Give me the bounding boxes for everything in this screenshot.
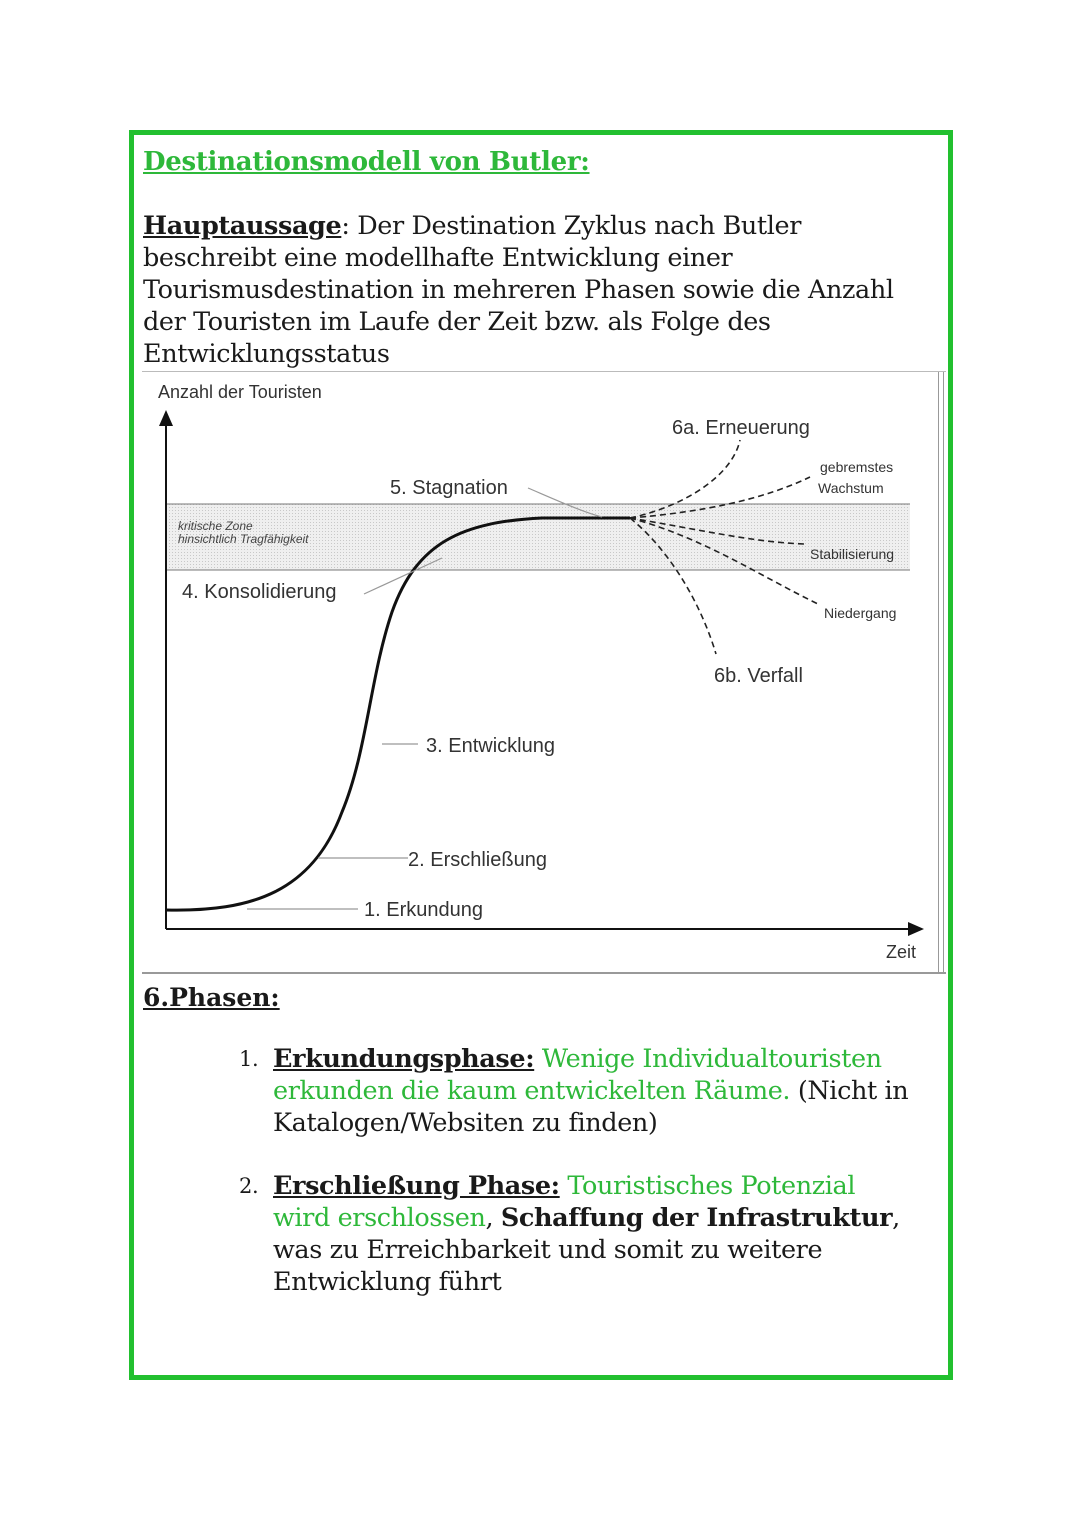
phase-comma: ,: [485, 1203, 501, 1233]
label-phase1: 1. Erkundung: [364, 899, 483, 921]
summary-keyword: Hauptaussage: [143, 211, 342, 241]
phase-note: (Nicht in Katalogen/Websiten zu finden): [273, 1076, 909, 1138]
x-axis-label: Zeit: [886, 942, 917, 962]
summary-text: : Der Destination Zyklus nach Butler beschreibt eine modellhafte Entwicklung einer Tourismusdestination in mehreren Phasen sowie die Anzahl der Touristen im Laufe der Zeit bzw. als Folge des Entwicklungsstatus: [143, 211, 894, 369]
label-phase4: 4. Konsolidierung: [182, 581, 337, 603]
label-phase3: 3. Entwicklung: [426, 735, 555, 757]
critical-zone-label-line2: hinsichtlich Tragfähigkeit: [178, 532, 309, 546]
label-gebremstes-line2: Wachstum: [818, 480, 884, 496]
figure-edge: [938, 372, 944, 972]
phase-description: Touristisches Potenzial wird erschlossen: [273, 1171, 856, 1233]
list-item: [239, 1170, 919, 1298]
label-niedergang: Niedergang: [824, 605, 897, 621]
list-item-number: 1.: [239, 1047, 259, 1071]
y-axis-label: Anzahl der Touristen: [158, 382, 322, 402]
butler-diagram: [142, 371, 946, 974]
critical-zone-label-line1: kritische Zone: [178, 519, 253, 533]
y-axis-arrow-icon: [159, 410, 173, 426]
phase-heading: Erkundungsphase:: [273, 1044, 535, 1074]
label-phase5: 5. Stagnation: [390, 477, 508, 499]
phase-heading: Erschließung Phase:: [273, 1171, 560, 1201]
label-gebremstes-line1: gebremstes: [820, 459, 894, 475]
diagram-svg: [142, 372, 942, 970]
phase-description: Wenige Individualtouristen erkunden die kaum entwickelten Räume.: [273, 1044, 882, 1106]
summary-paragraph: [143, 210, 933, 370]
list-item-number: 2.: [239, 1174, 259, 1198]
x-axis-arrow-icon: [908, 922, 924, 936]
phase-emphasis: Schaffung der Infrastruktur: [500, 1203, 893, 1233]
page-title: Destinationsmodell von Butler:: [143, 147, 590, 177]
label-stabilisierung: Stabilisierung: [810, 546, 895, 562]
phases-heading: 6.Phasen:: [143, 983, 280, 1012]
phase-note: , was zu Erreichbarkeit und somit zu weitere Entwicklung führt: [273, 1203, 900, 1297]
content-frame: [129, 130, 953, 1380]
label-phase2: 2. Erschließung: [408, 849, 547, 871]
label-phase6a: 6a. Erneuerung: [672, 417, 810, 439]
list-item: [239, 1043, 919, 1139]
phases-list: [239, 1043, 919, 1329]
label-phase6b: 6b. Verfall: [714, 665, 803, 687]
tourism-life-cycle-curve: [166, 518, 630, 910]
